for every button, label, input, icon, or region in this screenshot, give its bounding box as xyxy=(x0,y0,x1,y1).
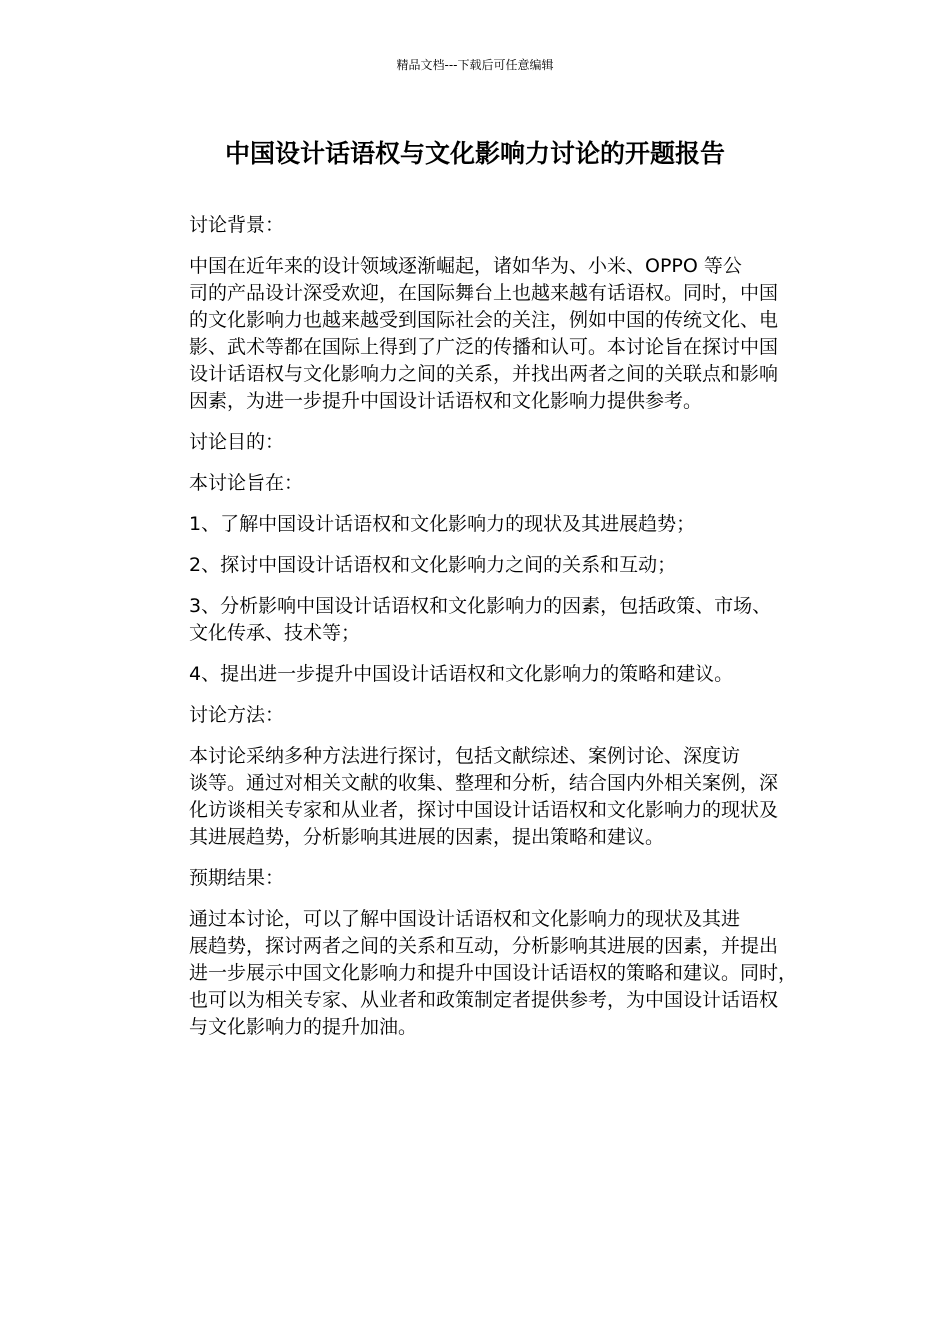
paragraph-line: 4、提出进一步提升中国设计话语权和文化影响力的策略和建议。 xyxy=(189,663,734,685)
paragraph-line: 讨论背景： xyxy=(189,214,285,236)
paragraph-line: 讨论目的： xyxy=(189,431,285,453)
paragraph-line: 因素，为进一步提升中国设计话语权和文化影响力提供参考。 xyxy=(189,390,703,412)
paragraph-line: 文化传承、技术等； xyxy=(189,622,361,644)
paragraph xyxy=(144,470,814,497)
paragraph xyxy=(144,661,814,688)
paragraph-line: 3、分析影响中国设计话语权和文化影响力的因素，包括政策、市场、 xyxy=(189,595,772,617)
paragraph-line: 化访谈相关专家和从业者，探讨中国设计话语权和文化影响力的现状及 xyxy=(189,799,779,821)
paragraph-line: 谈等。通过对相关文献的收集、整理和分析，结合国内外相关案例，深 xyxy=(189,772,779,794)
paragraph xyxy=(144,511,814,538)
header-note: 精品文档---下载后可任意编辑 xyxy=(396,58,554,72)
paragraph-line: 与文化影响力的提升加油。 xyxy=(189,1016,418,1038)
paragraph-line: 1、了解中国设计话语权和文化影响力的现状及其进展趋势； xyxy=(189,513,696,535)
document-title: 中国设计话语权与文化影响力讨论的开题报告 xyxy=(224,139,725,168)
paragraph xyxy=(144,212,814,239)
paragraph-line: 司的产品设计深受欢迎，在国际舞台上也越来越有话语权。同时，中国 xyxy=(189,282,779,304)
paragraph xyxy=(144,593,814,647)
paragraph-line: 通过本讨论，可以了解中国设计话语权和文化影响力的现状及其进 xyxy=(189,908,741,930)
paragraph xyxy=(144,429,814,456)
paragraph xyxy=(144,552,814,579)
paragraph xyxy=(144,865,814,892)
paragraph xyxy=(144,253,814,415)
paragraph-line: 2、探讨中国设计话语权和文化影响力之间的关系和互动； xyxy=(189,554,677,576)
paragraph-line: 展趋势，探讨两者之间的关系和互动，分析影响其进展的因素，并提出 xyxy=(189,935,779,957)
paragraph-line: 本讨论旨在： xyxy=(189,472,304,494)
paragraph-line: 本讨论采纳多种方法进行探讨，包括文献综述、案例讨论、深度访 xyxy=(189,745,741,767)
paragraph-line: 其进展趋势，分析影响其进展的因素，提出策略和建议。 xyxy=(189,826,665,848)
paragraph-line: 预期结果： xyxy=(189,867,285,889)
paragraph xyxy=(144,906,814,1041)
paragraph-line: 影、武术等都在国际上得到了广泛的传播和认可。本讨论旨在探讨中国 xyxy=(189,336,779,358)
paragraph-line: 中国在近年来的设计领域逐渐崛起，诸如华为、小米、OPPO 等公 xyxy=(189,255,742,277)
paragraph xyxy=(144,743,814,851)
paragraph-line: 讨论方法： xyxy=(189,704,285,726)
paragraph xyxy=(144,702,814,729)
paragraph-line: 设计话语权与文化影响力之间的关系，并找出两者之间的关联点和影响 xyxy=(189,363,779,385)
document-body xyxy=(144,212,814,1055)
paragraph-line: 进一步展示中国文化影响力和提升中国设计话语权的策略和建议。同时， xyxy=(189,962,798,984)
paragraph-line: 也可以为相关专家、从业者和政策制定者提供参考，为中国设计话语权 xyxy=(189,989,779,1011)
paragraph-line: 的文化影响力也越来越受到国际社会的关注，例如中国的传统文化、电 xyxy=(189,309,779,331)
